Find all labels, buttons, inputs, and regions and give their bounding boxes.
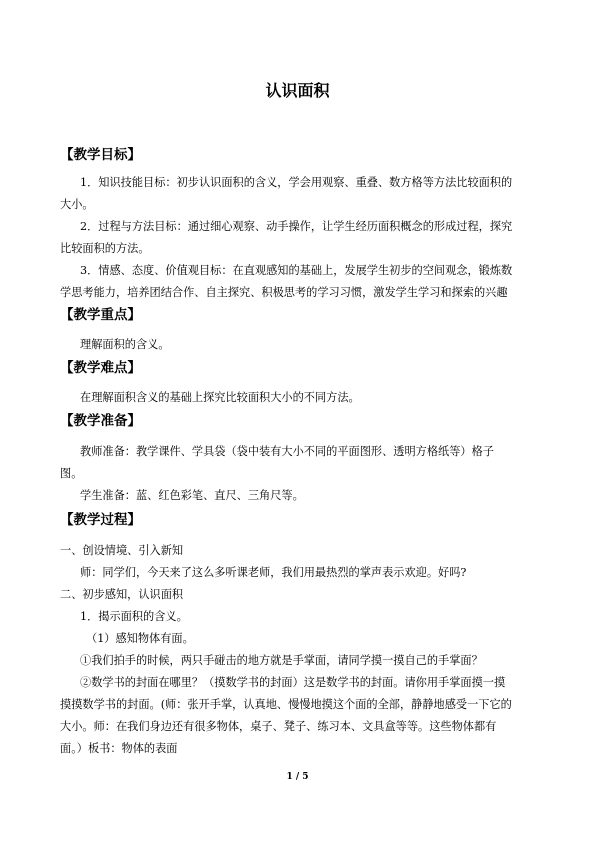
heading-key-points: 【教学重点】 (60, 307, 141, 323)
heading-objectives: 【教学目标】 (60, 147, 141, 163)
section-heading: 二、初步感知，认识面积 (60, 588, 184, 601)
paragraph-line: ①我们拍手的时候，两只手碰击的地方就是手掌面，请同学摸一摸自己的手掌面？ (80, 654, 483, 667)
paragraph-line: 师：同学们，今天来了这么多听课老师，我们用最热烈的掌声表示欢迎。好吗? (80, 566, 467, 579)
paragraph-line: 大小。 (60, 198, 94, 211)
paragraph-line: 在理解面积含义的基础上探究比较面积大小的不同方法。 (80, 391, 360, 404)
paragraph-line: 3．情感、态度、价值观目标：在直观感知的基础上，发展学生初步的空间观念，锻炼数 (80, 264, 513, 277)
heading-preparation: 【教学准备】 (60, 413, 141, 429)
section-heading: 一、创设情境、引入新知 (60, 544, 184, 557)
paragraph-line: 理解面积的含义。 (80, 338, 170, 351)
paragraph-line: 大小。师：在我们身边还有很多物体，桌子、凳子、练习本、文具盒等等。这些物体都有 (60, 720, 497, 733)
paragraph-line: 学生准备：蓝、红色彩笔、直尺、三角尺等。 (80, 489, 304, 502)
heading-process: 【教学过程】 (60, 512, 141, 528)
page-number: 1 / 5 (286, 772, 309, 782)
paragraph-line: （1）感知物体有面。 (86, 632, 194, 645)
paragraph-line: 面。）板书：物体的表面 (60, 742, 178, 755)
heading-difficulties: 【教学难点】 (60, 360, 141, 376)
paragraph-line: 摸摸数学书的封面。(师：张开手掌，认真地、慢慢地摸这个面的全部，静静地感受一下它的 (60, 698, 512, 711)
paragraph-line: ②数学书的封面在哪里？（摸数学书的封面）这是数学书的封面。请你用手掌面摸一摸 (80, 676, 506, 689)
page-title: 认识面积 (265, 81, 330, 100)
paragraph-line: 比较面积的方法。 (60, 242, 150, 255)
paragraph-line: 2．过程与方法目标：通过细心观察、动手操作，让学生经历面积概念的形成过程，探究 (80, 220, 513, 233)
paragraph-line: 学思考能力，培养团结合作、自主探究、积极思考的学习习惯，激发学生学习和探索的兴趣 (60, 286, 508, 299)
paragraph-line: 教师准备：教学课件、学具袋（袋中装有大小不同的平面图形、透明方格纸等）格子 (80, 445, 494, 458)
paragraph-line: 1．揭示面积的含义。 (80, 610, 188, 623)
paragraph-line: 图。 (60, 467, 83, 480)
paragraph-line: 1．知识技能目标：初步认识面积的含义，学会用观察、重叠、数方格等方法比较面积的 (80, 176, 513, 189)
